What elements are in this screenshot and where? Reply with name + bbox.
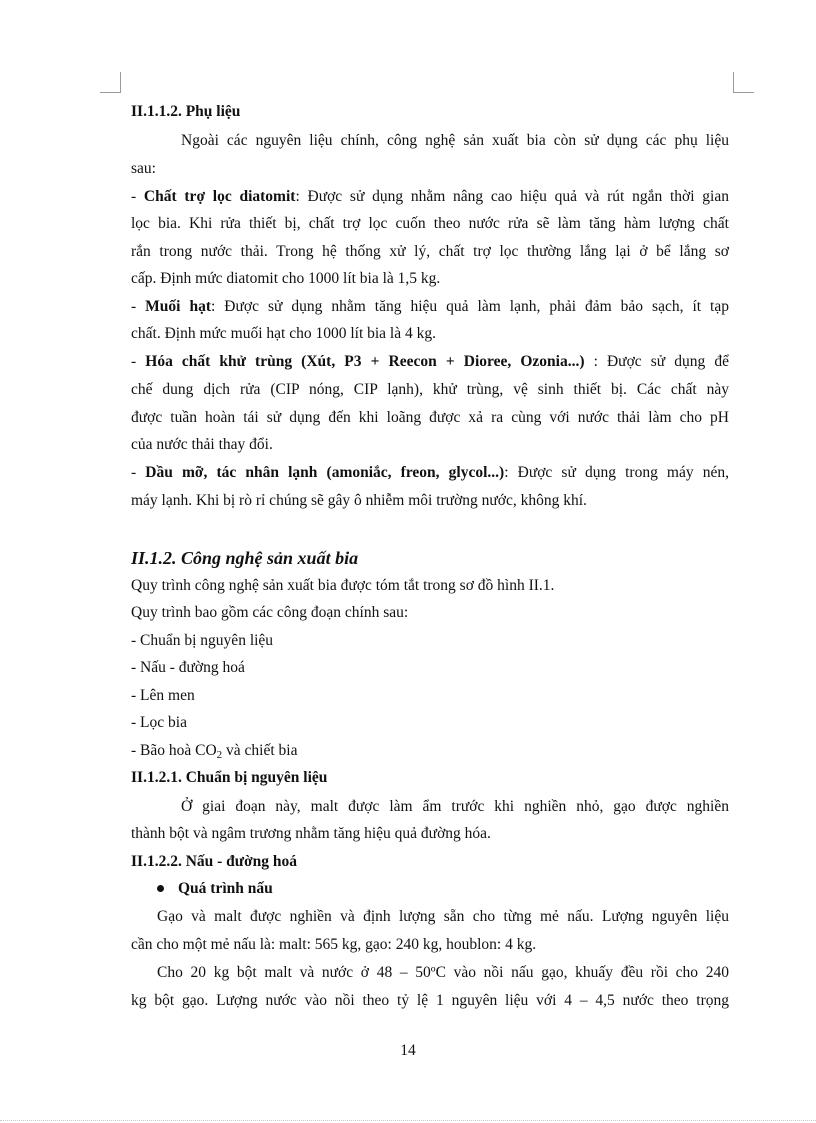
- nau-para2-line-2: kg bột gạo. Lượng nước vào nồi theo tỷ lệ 1 nguyên liệu với 4 – 4,5 nước theo trọng: [131, 992, 729, 1009]
- section-title-cong-nghe: II.1.2. Công nghệ sản xuất bia: [131, 548, 359, 568]
- item-diatomit-line-3: rắn trong nước thải. Trong hệ thống xử lý, chất trợ lọc thường lắng lại ở bể lắng sơ: [131, 243, 729, 260]
- item-dau-mo-label: Dầu mỡ, tác nhân lạnh (amoniắc, freon, glycol...): [145, 464, 505, 481]
- step5-subscript: 2: [216, 749, 223, 761]
- page-number: 14: [400, 1042, 416, 1059]
- crop-mark-top-left: [100, 72, 121, 93]
- step5-prefix: - Bão hoà CO: [131, 742, 217, 759]
- section2-intro-2: Quy trình bao gồm các công đoạn chính sau:: [131, 604, 409, 621]
- step-item: - Lên men: [131, 687, 195, 704]
- item-hoa-chat-line-2: chế dung dịch rửa (CIP nóng, CIP lạnh), khử trùng, vệ sinh thiết bị. Các chất này: [131, 381, 729, 398]
- intro-line-2: sau:: [131, 160, 156, 177]
- item-dau-mo: - Dầu mỡ, tác nhân lạnh (amoniắc, freon, glycol...): Được sử dụng trong máy nén,: [131, 464, 729, 481]
- nau-para2-line-1: Cho 20 kg bột malt và nước ở 48 – 50ºC vào nồi nấu gạo, khuấy đều rồi cho 240: [157, 964, 729, 981]
- item-hoa-chat: - Hóa chất khử trùng (Xút, P3 + Reecon + Dioree, Ozonia...) : Được sử dụng để: [131, 353, 729, 370]
- item-diatomit-label: Chất trợ lọc diatomit: [143, 188, 296, 205]
- bottom-divider: [0, 1120, 816, 1121]
- item-muoi-hat-text: : Được sử dụng nhằm tăng hiệu quả làm lạnh, phải đảm bảo sạch, ít tạp: [211, 298, 729, 315]
- bullet-qua-trinh-nau: [157, 879, 755, 899]
- nau-para1-line-2: cần cho một mẻ nấu là: malt: 565 kg, gạo: 240 kg, houblon: 4 kg.: [131, 936, 537, 953]
- heading-phu-lieu: II.1.1.2. Phụ liệu: [131, 103, 241, 120]
- intro-line-1: Ngoài các nguyên liệu chính, công nghệ sản xuất bia còn sử dụng các phụ liệu: [181, 132, 729, 149]
- item-dau-mo-text: : Được sử dụng trong máy nén,: [504, 464, 729, 481]
- item-muoi-hat-label: Muối hạt: [145, 298, 211, 315]
- step-item: - Nấu - đường hoá: [131, 659, 245, 676]
- item-diatomit: - Chất trợ lọc diatomit: Được sử dụng nhằm nâng cao hiệu quả và rút ngắn thời gian: [131, 188, 729, 205]
- step-item: - Chuẩn bị nguyên liệu: [131, 632, 274, 649]
- bullet-label: Quá trình nấu: [178, 880, 273, 897]
- item-diatomit-text: : Được sử dụng nhằm nâng cao hiệu quả và rút ngắn thời gian: [295, 188, 729, 205]
- item-diatomit-line-2: lọc bia. Khi rửa thiết bị, chất trợ lọc cuốn theo nước rửa sẽ làm tăng hàm lượng chất: [131, 215, 729, 232]
- section2-intro-1: Quy trình công nghệ sản xuất bia được tóm tắt trong sơ đồ hình II.1.: [131, 577, 555, 594]
- item-hoa-chat-label: Hóa chất khử trùng (Xút, P3 + Reecon + Dioree, Ozonia...): [145, 353, 585, 370]
- item-muoi-hat: - Muối hạt: Được sử dụng nhằm tăng hiệu quả làm lạnh, phải đảm bảo sạch, ít tạp: [131, 298, 729, 315]
- item-diatomit-line-4: cấp. Định mức diatomit cho 1000 lít bia là 1,5 kg.: [131, 270, 441, 287]
- step-item: - Lọc bia: [131, 714, 187, 731]
- item-dau-mo-line-2: máy lạnh. Khi bị rò rỉ chúng sẽ gây ô nhiễm môi trường nước, không khí.: [131, 492, 587, 509]
- nau-para1-line-1: Gạo và malt được nghiền và định lượng sẵn cho từng mẻ nấu. Lượng nguyên liệu: [157, 908, 729, 925]
- chuan-bi-line-2: thành bột và ngâm trương nhằm tăng hiệu quả đường hóa.: [131, 825, 491, 842]
- step5-suffix: và chiết bia: [222, 742, 298, 759]
- chuan-bi-line-1: Ở giai đoạn này, malt được làm ẩm trước khi nghiền nhỏ, gạo được nghiền: [181, 798, 729, 815]
- item-hoa-chat-text: : Được sử dụng để: [584, 353, 729, 370]
- bullet-icon: [157, 885, 164, 892]
- crop-mark-top-right: [733, 72, 754, 93]
- heading-nau-duong-hoa: II.1.2.2. Nấu - đường hoá: [131, 853, 298, 870]
- heading-chuan-bi: II.1.2.1. Chuẩn bị nguyên liệu: [131, 769, 328, 786]
- item-hoa-chat-line-3: được tuần hoàn tái sử dụng đến khi loãng được xả ra cùng với nước thải làm cho pH: [131, 409, 729, 426]
- step-item-co2: [131, 741, 729, 761]
- item-muoi-hat-line-2: chất. Định mức muối hạt cho 1000 lít bia là 4 kg.: [131, 325, 436, 342]
- item-hoa-chat-line-4: của nước thải thay đổi.: [131, 436, 273, 453]
